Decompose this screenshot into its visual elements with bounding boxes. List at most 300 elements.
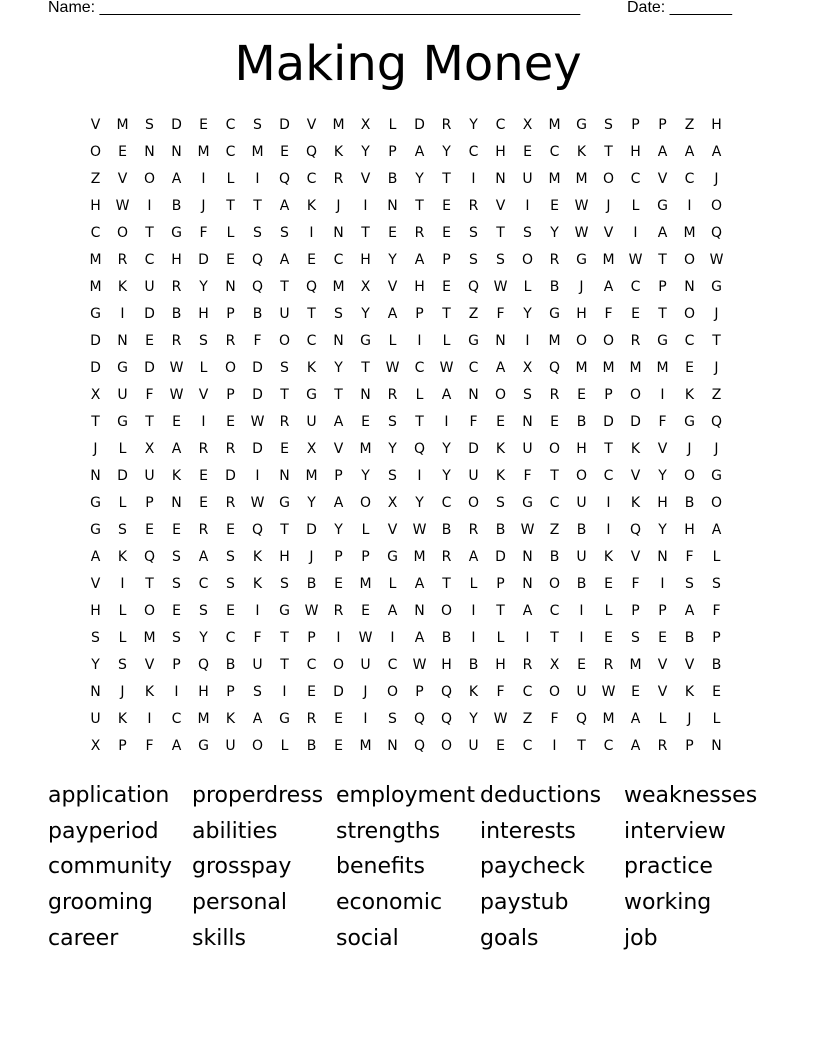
- grid-letter[interactable]: M: [332, 279, 345, 295]
- grid-letter[interactable]: L: [631, 198, 640, 214]
- grid-letter[interactable]: N: [90, 684, 101, 700]
- grid-letter[interactable]: D: [252, 441, 263, 457]
- grid-letter[interactable]: O: [683, 252, 696, 268]
- grid-letter[interactable]: Z: [549, 522, 560, 538]
- grid-letter[interactable]: G: [576, 117, 587, 133]
- grid-letter[interactable]: S: [631, 630, 640, 646]
- grid-letter[interactable]: O: [332, 657, 345, 673]
- grid-letter[interactable]: Y: [388, 441, 397, 457]
- grid-letter[interactable]: R: [171, 333, 182, 349]
- grid-letter[interactable]: Y: [469, 711, 478, 727]
- grid-letter[interactable]: V: [630, 468, 641, 484]
- grid-letter[interactable]: S: [172, 549, 181, 565]
- grid-letter[interactable]: T: [145, 225, 154, 241]
- grid-letter[interactable]: G: [468, 333, 479, 349]
- grid-letter[interactable]: M: [197, 711, 210, 727]
- grid-letter[interactable]: E: [199, 495, 208, 511]
- grid-letter[interactable]: F: [523, 468, 532, 484]
- grid-letter[interactable]: I: [174, 684, 179, 700]
- grid-letter[interactable]: D: [333, 684, 344, 700]
- grid-letter[interactable]: M: [656, 360, 669, 376]
- grid-letter[interactable]: V: [657, 171, 668, 187]
- grid-letter[interactable]: S: [712, 576, 721, 592]
- grid-letter[interactable]: L: [523, 279, 532, 295]
- grid-letter[interactable]: L: [361, 522, 370, 538]
- grid-letter[interactable]: Q: [575, 711, 588, 727]
- grid-letter[interactable]: W: [493, 279, 508, 295]
- grid-letter[interactable]: W: [412, 522, 427, 538]
- grid-letter[interactable]: L: [388, 333, 397, 349]
- grid-letter[interactable]: D: [279, 117, 290, 133]
- grid-letter[interactable]: Q: [305, 279, 318, 295]
- grid-letter[interactable]: A: [684, 603, 695, 619]
- grid-letter[interactable]: I: [417, 333, 422, 349]
- grid-letter[interactable]: L: [658, 711, 667, 727]
- grid-letter[interactable]: Y: [334, 360, 343, 376]
- grid-letter[interactable]: C: [549, 144, 560, 160]
- grid-letter[interactable]: Q: [710, 414, 723, 430]
- grid-letter[interactable]: X: [90, 387, 101, 403]
- grid-letter[interactable]: M: [575, 171, 588, 187]
- grid-letter[interactable]: C: [549, 495, 560, 511]
- grid-letter[interactable]: G: [171, 225, 182, 241]
- grid-letter[interactable]: F: [550, 711, 559, 727]
- grid-letter[interactable]: Y: [442, 144, 451, 160]
- grid-letter[interactable]: R: [333, 603, 344, 619]
- grid-letter[interactable]: R: [603, 657, 614, 673]
- grid-letter[interactable]: R: [468, 198, 479, 214]
- grid-letter[interactable]: E: [685, 360, 694, 376]
- grid-letter[interactable]: I: [417, 468, 422, 484]
- grid-letter[interactable]: H: [171, 252, 182, 268]
- grid-letter[interactable]: G: [90, 522, 101, 538]
- grid-letter[interactable]: W: [115, 198, 130, 214]
- grid-letter[interactable]: M: [116, 117, 129, 133]
- grid-letter[interactable]: M: [143, 630, 156, 646]
- grid-letter[interactable]: R: [414, 225, 425, 241]
- grid-letter[interactable]: C: [630, 279, 641, 295]
- grid-letter[interactable]: H: [360, 252, 371, 268]
- grid-letter[interactable]: T: [280, 279, 289, 295]
- grid-letter[interactable]: E: [307, 252, 316, 268]
- grid-letter[interactable]: A: [387, 306, 398, 322]
- grid-letter[interactable]: F: [145, 387, 154, 403]
- grid-letter[interactable]: E: [496, 414, 505, 430]
- grid-letter[interactable]: V: [90, 117, 101, 133]
- grid-letter[interactable]: C: [171, 711, 182, 727]
- grid-letter[interactable]: K: [468, 684, 479, 700]
- grid-letter[interactable]: E: [172, 414, 181, 430]
- grid-letter[interactable]: D: [144, 360, 155, 376]
- grid-letter[interactable]: A: [711, 522, 722, 538]
- grid-letter[interactable]: K: [684, 387, 695, 403]
- grid-letter[interactable]: S: [172, 576, 181, 592]
- grid-letter[interactable]: M: [197, 144, 210, 160]
- grid-letter[interactable]: M: [305, 468, 318, 484]
- grid-letter[interactable]: H: [198, 684, 209, 700]
- grid-letter[interactable]: E: [550, 414, 559, 430]
- grid-letter[interactable]: O: [278, 333, 291, 349]
- grid-letter[interactable]: R: [522, 657, 533, 673]
- grid-letter[interactable]: C: [225, 144, 236, 160]
- grid-letter[interactable]: M: [683, 225, 696, 241]
- grid-letter[interactable]: F: [496, 306, 505, 322]
- grid-letter[interactable]: V: [90, 576, 101, 592]
- grid-letter[interactable]: Y: [199, 279, 208, 295]
- grid-letter[interactable]: L: [118, 495, 127, 511]
- grid-letter[interactable]: I: [687, 198, 692, 214]
- grid-letter[interactable]: V: [144, 657, 155, 673]
- grid-letter[interactable]: L: [226, 225, 235, 241]
- grid-letter[interactable]: A: [333, 495, 344, 511]
- grid-letter[interactable]: S: [523, 387, 532, 403]
- grid-letter[interactable]: A: [279, 198, 290, 214]
- grid-letter[interactable]: A: [333, 414, 344, 430]
- grid-letter[interactable]: M: [332, 117, 345, 133]
- grid-letter[interactable]: Y: [415, 495, 424, 511]
- grid-letter[interactable]: Y: [442, 441, 451, 457]
- grid-letter[interactable]: P: [226, 684, 235, 700]
- grid-letter[interactable]: N: [522, 549, 533, 565]
- grid-letter[interactable]: I: [255, 171, 260, 187]
- grid-letter[interactable]: O: [386, 684, 399, 700]
- grid-letter[interactable]: E: [280, 144, 289, 160]
- grid-letter[interactable]: N: [387, 198, 398, 214]
- grid-letter[interactable]: Z: [522, 711, 533, 727]
- grid-letter[interactable]: S: [118, 522, 127, 538]
- grid-letter[interactable]: W: [412, 657, 427, 673]
- grid-letter[interactable]: D: [414, 117, 425, 133]
- grid-letter[interactable]: X: [144, 441, 155, 457]
- grid-letter[interactable]: Y: [523, 306, 532, 322]
- grid-letter[interactable]: K: [495, 441, 506, 457]
- grid-letter[interactable]: F: [253, 630, 262, 646]
- grid-letter[interactable]: J: [687, 441, 692, 457]
- grid-letter[interactable]: F: [469, 414, 478, 430]
- grid-letter[interactable]: W: [385, 360, 400, 376]
- grid-letter[interactable]: T: [334, 387, 343, 403]
- grid-letter[interactable]: V: [333, 441, 344, 457]
- grid-letter[interactable]: K: [306, 360, 317, 376]
- grid-letter[interactable]: O: [548, 576, 561, 592]
- grid-letter[interactable]: N: [360, 387, 371, 403]
- grid-letter[interactable]: O: [602, 171, 615, 187]
- grid-letter[interactable]: K: [252, 576, 263, 592]
- grid-letter[interactable]: C: [387, 657, 398, 673]
- grid-letter[interactable]: Y: [388, 252, 397, 268]
- grid-letter[interactable]: R: [549, 387, 560, 403]
- grid-letter[interactable]: H: [576, 441, 587, 457]
- grid-letter[interactable]: R: [225, 333, 236, 349]
- grid-letter[interactable]: E: [712, 684, 721, 700]
- grid-letter[interactable]: A: [441, 387, 452, 403]
- grid-letter[interactable]: I: [606, 522, 611, 538]
- grid-letter[interactable]: S: [388, 414, 397, 430]
- grid-letter[interactable]: W: [520, 522, 535, 538]
- grid-letter[interactable]: H: [495, 657, 506, 673]
- grid-letter[interactable]: M: [602, 252, 615, 268]
- grid-letter[interactable]: X: [360, 279, 371, 295]
- grid-letter[interactable]: B: [387, 171, 398, 187]
- grid-letter[interactable]: L: [226, 171, 235, 187]
- grid-letter[interactable]: N: [171, 495, 182, 511]
- grid-letter[interactable]: T: [496, 225, 505, 241]
- grid-letter[interactable]: U: [522, 171, 533, 187]
- grid-letter[interactable]: G: [684, 414, 695, 430]
- grid-letter[interactable]: I: [255, 468, 260, 484]
- grid-letter[interactable]: N: [414, 603, 425, 619]
- grid-letter[interactable]: H: [495, 144, 506, 160]
- grid-letter[interactable]: O: [575, 468, 588, 484]
- grid-letter[interactable]: U: [360, 657, 371, 673]
- grid-letter[interactable]: M: [629, 360, 642, 376]
- grid-letter[interactable]: E: [442, 225, 451, 241]
- grid-letter[interactable]: I: [525, 630, 530, 646]
- grid-letter[interactable]: G: [387, 549, 398, 565]
- grid-letter[interactable]: P: [415, 306, 424, 322]
- grid-letter[interactable]: E: [631, 684, 640, 700]
- grid-letter[interactable]: E: [550, 198, 559, 214]
- grid-letter[interactable]: A: [279, 252, 290, 268]
- grid-letter[interactable]: V: [603, 225, 614, 241]
- grid-letter[interactable]: A: [657, 225, 668, 241]
- grid-letter[interactable]: I: [579, 603, 584, 619]
- grid-letter[interactable]: L: [388, 576, 397, 592]
- grid-letter[interactable]: W: [628, 252, 643, 268]
- grid-letter[interactable]: P: [658, 117, 667, 133]
- grid-letter[interactable]: E: [604, 630, 613, 646]
- grid-letter[interactable]: R: [225, 495, 236, 511]
- grid-letter[interactable]: Y: [361, 306, 370, 322]
- grid-letter[interactable]: A: [522, 603, 533, 619]
- grid-letter[interactable]: Q: [413, 738, 426, 754]
- grid-letter[interactable]: B: [684, 630, 695, 646]
- grid-letter[interactable]: Y: [550, 225, 559, 241]
- grid-letter[interactable]: N: [468, 387, 479, 403]
- grid-letter[interactable]: B: [711, 657, 722, 673]
- grid-letter[interactable]: K: [252, 549, 263, 565]
- grid-letter[interactable]: P: [334, 468, 343, 484]
- grid-letter[interactable]: N: [387, 738, 398, 754]
- grid-letter[interactable]: E: [199, 117, 208, 133]
- grid-letter[interactable]: K: [171, 468, 182, 484]
- grid-letter[interactable]: G: [711, 468, 722, 484]
- grid-letter[interactable]: A: [90, 549, 101, 565]
- grid-letter[interactable]: O: [683, 306, 696, 322]
- grid-letter[interactable]: T: [712, 333, 721, 349]
- grid-letter[interactable]: Z: [468, 306, 479, 322]
- name-field[interactable]: Name: ______________________________________________________: [48, 0, 581, 16]
- grid-letter[interactable]: E: [334, 711, 343, 727]
- grid-letter[interactable]: M: [548, 117, 561, 133]
- grid-letter[interactable]: R: [198, 522, 209, 538]
- grid-letter[interactable]: V: [684, 657, 695, 673]
- grid-letter[interactable]: R: [387, 387, 398, 403]
- grid-letter[interactable]: A: [171, 738, 182, 754]
- grid-letter[interactable]: T: [442, 306, 451, 322]
- grid-letter[interactable]: X: [306, 441, 317, 457]
- grid-letter[interactable]: K: [225, 711, 236, 727]
- grid-letter[interactable]: D: [495, 549, 506, 565]
- grid-letter[interactable]: T: [577, 738, 586, 754]
- grid-letter[interactable]: I: [471, 171, 476, 187]
- grid-letter[interactable]: M: [602, 711, 615, 727]
- grid-letter[interactable]: Q: [251, 522, 264, 538]
- grid-letter[interactable]: A: [468, 549, 479, 565]
- grid-letter[interactable]: E: [658, 630, 667, 646]
- grid-letter[interactable]: D: [603, 414, 614, 430]
- grid-letter[interactable]: E: [172, 603, 181, 619]
- grid-letter[interactable]: J: [687, 711, 692, 727]
- grid-letter[interactable]: L: [442, 333, 451, 349]
- grid-letter[interactable]: V: [657, 684, 668, 700]
- grid-letter[interactable]: E: [226, 603, 235, 619]
- grid-letter[interactable]: G: [279, 495, 290, 511]
- grid-letter[interactable]: Q: [197, 657, 210, 673]
- grid-letter[interactable]: L: [496, 630, 505, 646]
- grid-letter[interactable]: Q: [413, 441, 426, 457]
- grid-letter[interactable]: K: [576, 144, 587, 160]
- grid-letter[interactable]: B: [495, 522, 506, 538]
- grid-letter[interactable]: I: [633, 225, 638, 241]
- grid-letter[interactable]: J: [309, 549, 314, 565]
- grid-letter[interactable]: R: [333, 171, 344, 187]
- grid-letter[interactable]: G: [117, 360, 128, 376]
- grid-letter[interactable]: W: [709, 252, 724, 268]
- grid-letter[interactable]: T: [280, 630, 289, 646]
- grid-letter[interactable]: G: [117, 414, 128, 430]
- grid-letter[interactable]: C: [495, 117, 506, 133]
- grid-letter[interactable]: Q: [710, 225, 723, 241]
- grid-letter[interactable]: B: [441, 630, 452, 646]
- grid-letter[interactable]: N: [333, 333, 344, 349]
- grid-letter[interactable]: O: [548, 441, 561, 457]
- grid-letter[interactable]: I: [444, 414, 449, 430]
- grid-letter[interactable]: T: [280, 387, 289, 403]
- grid-letter[interactable]: U: [225, 738, 236, 754]
- grid-letter[interactable]: R: [441, 117, 452, 133]
- grid-letter[interactable]: T: [550, 468, 559, 484]
- grid-letter[interactable]: C: [441, 495, 452, 511]
- grid-letter[interactable]: W: [169, 360, 184, 376]
- grid-letter[interactable]: T: [145, 414, 154, 430]
- grid-letter[interactable]: S: [253, 117, 262, 133]
- grid-letter[interactable]: N: [522, 576, 533, 592]
- grid-letter[interactable]: C: [225, 117, 236, 133]
- grid-letter[interactable]: R: [279, 414, 290, 430]
- grid-letter[interactable]: K: [630, 495, 641, 511]
- grid-letter[interactable]: C: [549, 603, 560, 619]
- grid-letter[interactable]: J: [714, 306, 719, 322]
- grid-letter[interactable]: Y: [361, 468, 370, 484]
- grid-letter[interactable]: L: [712, 549, 721, 565]
- grid-letter[interactable]: P: [145, 495, 154, 511]
- grid-letter[interactable]: E: [118, 144, 127, 160]
- grid-letter[interactable]: T: [658, 306, 667, 322]
- grid-letter[interactable]: O: [575, 333, 588, 349]
- grid-letter[interactable]: J: [606, 198, 611, 214]
- grid-letter[interactable]: T: [361, 360, 370, 376]
- grid-letter[interactable]: S: [199, 603, 208, 619]
- grid-letter[interactable]: E: [199, 468, 208, 484]
- grid-letter[interactable]: O: [440, 738, 453, 754]
- grid-letter[interactable]: P: [172, 657, 181, 673]
- grid-letter[interactable]: L: [118, 630, 127, 646]
- grid-letter[interactable]: U: [144, 279, 155, 295]
- grid-letter[interactable]: D: [90, 333, 101, 349]
- grid-letter[interactable]: V: [387, 279, 398, 295]
- grid-letter[interactable]: U: [522, 441, 533, 457]
- grid-letter[interactable]: Q: [548, 360, 561, 376]
- grid-letter[interactable]: J: [714, 360, 719, 376]
- grid-letter[interactable]: D: [90, 360, 101, 376]
- grid-letter[interactable]: S: [253, 684, 262, 700]
- grid-letter[interactable]: T: [496, 603, 505, 619]
- grid-letter[interactable]: S: [469, 225, 478, 241]
- grid-letter[interactable]: R: [468, 522, 479, 538]
- grid-letter[interactable]: U: [144, 468, 155, 484]
- grid-letter[interactable]: E: [631, 306, 640, 322]
- grid-letter[interactable]: D: [630, 414, 641, 430]
- grid-letter[interactable]: M: [413, 549, 426, 565]
- grid-letter[interactable]: W: [493, 711, 508, 727]
- grid-letter[interactable]: A: [657, 144, 668, 160]
- grid-letter[interactable]: O: [224, 360, 237, 376]
- grid-letter[interactable]: L: [118, 603, 127, 619]
- grid-letter[interactable]: S: [334, 306, 343, 322]
- grid-letter[interactable]: X: [387, 495, 398, 511]
- grid-letter[interactable]: J: [93, 441, 98, 457]
- grid-letter[interactable]: O: [440, 603, 453, 619]
- grid-letter[interactable]: W: [574, 198, 589, 214]
- grid-letter[interactable]: P: [712, 630, 721, 646]
- grid-letter[interactable]: U: [576, 495, 587, 511]
- grid-letter[interactable]: A: [171, 171, 182, 187]
- grid-letter[interactable]: Y: [415, 171, 424, 187]
- grid-letter[interactable]: D: [171, 117, 182, 133]
- grid-letter[interactable]: P: [226, 387, 235, 403]
- grid-letter[interactable]: A: [252, 711, 263, 727]
- grid-letter[interactable]: H: [198, 306, 209, 322]
- grid-letter[interactable]: P: [307, 630, 316, 646]
- grid-letter[interactable]: K: [117, 549, 128, 565]
- grid-letter[interactable]: S: [496, 252, 505, 268]
- grid-letter[interactable]: H: [441, 657, 452, 673]
- grid-letter[interactable]: R: [657, 738, 668, 754]
- grid-letter[interactable]: O: [629, 387, 642, 403]
- grid-letter[interactable]: Q: [251, 279, 264, 295]
- grid-letter[interactable]: I: [552, 738, 557, 754]
- grid-letter[interactable]: M: [359, 738, 372, 754]
- grid-letter[interactable]: I: [471, 603, 476, 619]
- grid-letter[interactable]: U: [90, 711, 101, 727]
- grid-letter[interactable]: T: [604, 441, 613, 457]
- grid-letter[interactable]: G: [306, 387, 317, 403]
- grid-letter[interactable]: V: [117, 171, 128, 187]
- grid-letter[interactable]: T: [442, 171, 451, 187]
- grid-letter[interactable]: O: [710, 495, 723, 511]
- grid-letter[interactable]: B: [468, 657, 479, 673]
- grid-letter[interactable]: J: [201, 198, 206, 214]
- grid-letter[interactable]: T: [361, 225, 370, 241]
- grid-letter[interactable]: V: [495, 198, 506, 214]
- grid-letter[interactable]: M: [251, 144, 264, 160]
- grid-letter[interactable]: O: [683, 468, 696, 484]
- grid-letter[interactable]: A: [603, 279, 614, 295]
- grid-letter[interactable]: A: [630, 738, 641, 754]
- grid-letter[interactable]: C: [630, 171, 641, 187]
- grid-letter[interactable]: S: [118, 657, 127, 673]
